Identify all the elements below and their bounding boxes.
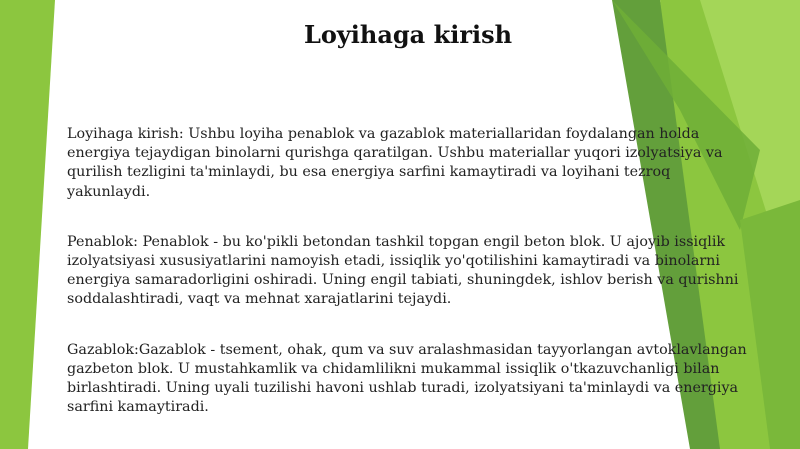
slide-title: Loyihaga kirish — [303, 20, 513, 49]
left-green-bar — [0, 0, 55, 449]
paragraph-intro: Loyihaga kirish: Ushbu loyiha penablok va gazablok materiallaridan foydalangan holda energiya tejaydigan binolarni qurishga qaratilgan. Ushbu materiallar yuqori izolyatsiya va qurilish tezligini ta'minlaydi, bu esa energiya sarfini kamaytiradi va loyihani tezroq yakunlaydi. — [67, 126, 723, 200]
paragraph-penablok: Penablok: Penablok - bu ko'pikli betondan tashkil topgan engil beton blok. U ajoyib issiqlik izolyatsiyasi xususiyatlarini namoyish etadi, issiqlik yo'qotilishini kamaytiradi va binolarni energiya samaradorligini oshiradi. Uning engil tabiati, shuningdek, ishlov berish va qurishni soddalashtiradi, vaqt va mehnat xarajatlarini tejaydi. — [67, 233, 739, 308]
slide-body — [67, 125, 747, 448]
paragraph-gazablok: Gazablok:Gazablok - tsement, ohak, qum va suv aralashmasidan tayyorlangan avtoklavlangan gazbeton blok. U mustahkamlik va chidamlilikni mukammal issiqlik o'tkazuvchanligi bilan birlashtiradi. Uning uyali tuzilishi havoni ushlab turadi, izolyatsiyani ta'minlaydi va energiya sarfini kamaytiradi. — [67, 341, 747, 416]
